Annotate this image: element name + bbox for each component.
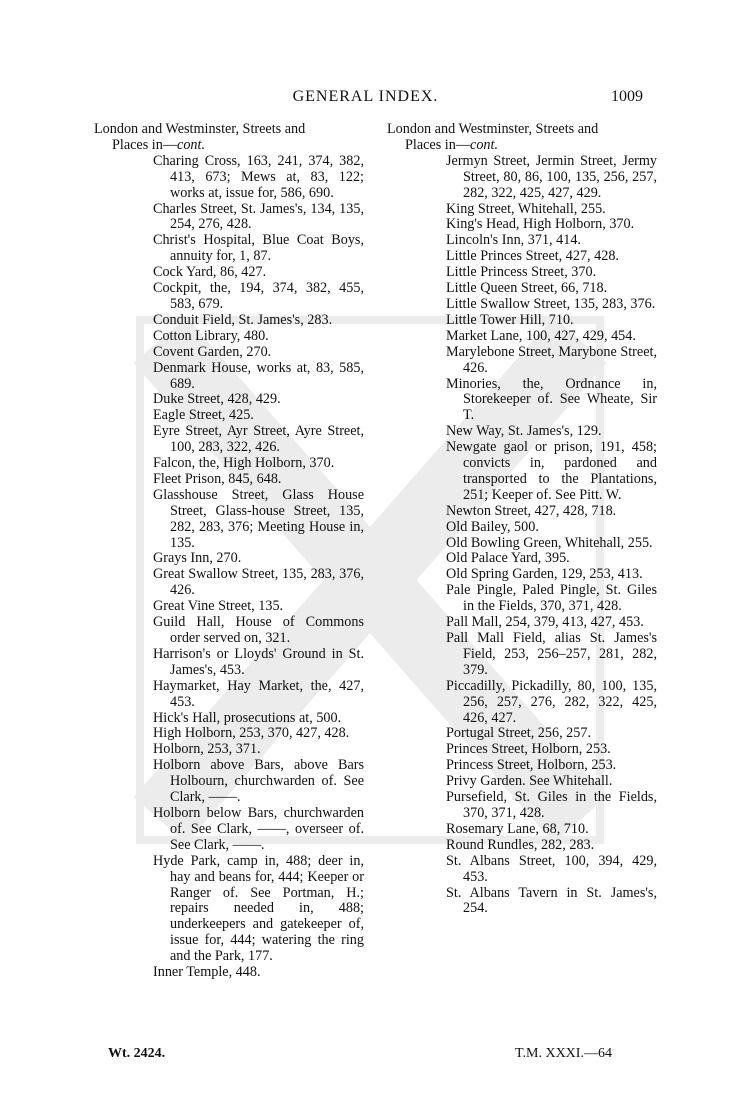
index-heading [94,122,364,154]
index-entry: Old Spring Garden, 129, 253, 413. [446,566,643,583]
index-entry: Round Rundles, 282, 283. [446,836,595,853]
index-entry: Hick's Hall, prosecutions at, 500. [153,709,342,726]
index-entry: Holborn, 253, 371. [153,741,261,758]
footer-signature-mark: T.M. XXXI.—64 [515,1046,612,1061]
index-entry: St. Albans Street, 100, 394, 429, 453. [446,852,657,885]
index-entry: Cotton Library, 480. [153,327,269,344]
index-entry: Old Palace Yard, 395. [446,550,570,567]
left-index-column [94,122,364,981]
index-entry: Cockpit, the, 194, 374, 382, 455, 583, 679. [153,280,364,312]
index-entry: Glasshouse Street, Glass House Street, Glass-house Street, 135, 282, 283, 376; Meeting House in, 135. [153,486,364,551]
index-entry: Newgate gaol or prison, 191, 458; convicts in, pardoned and transported to the Plantations, 251; Keeper of. See Pitt. W. [446,439,657,503]
index-entry: Pall Mall, 254, 379, 413, 427, 453. [446,614,644,631]
index-entry: Little Queen Street, 66, 718. [446,280,608,297]
heading-line-1: London and Westminster, Streets and [387,121,599,137]
index-entry: Inner Temple, 448. [153,964,261,981]
heading-line-2: Places in— [112,136,178,153]
index-entry: Guild Hall, House of Commons order served on, 321. [153,614,364,646]
index-entry: King Street, Whitehall, 255. [446,200,606,217]
index-entry: High Holborn, 253, 370, 427, 428. [153,725,350,742]
index-entry: Cock Yard, 86, 427. [153,264,267,281]
heading-line-1: London and Westminster, Streets and [94,121,306,137]
index-entry: Little Tower Hill, 710. [446,311,574,328]
index-entry: Privy Garden. See Whitehall. [446,773,613,790]
index-entry: Portugal Street, 256, 257. [446,725,592,742]
right-index-column [387,122,657,917]
index-entry: Old Bowling Green, Whitehall, 255. [446,534,653,551]
index-entry: Pall Mall Field, alias St. James's Field, 253, 256–257, 281, 282, 379. [446,630,657,678]
index-entry: Great Swallow Street, 135, 283, 376, 426. [153,566,364,599]
index-entry: Rosemary Lane, 68, 710. [446,820,589,837]
heading-line-2: Places in— [405,136,471,153]
index-entry: Holborn above Bars, above Bars Holbourn, churchwarden of. See Clark, ——. [153,757,364,806]
index-entry: Eagle Street, 425. [153,407,254,424]
index-heading [387,122,657,154]
index-entry: Fleet Prison, 845, 648. [153,470,282,487]
index-entry: Duke Street, 428, 429. [153,391,281,408]
index-entry: New Way, St. James's, 129. [446,423,602,440]
index-entry: Covent Garden, 270. [153,343,272,360]
index-entry: Little Princes Street, 427, 428. [446,248,619,265]
index-entry: Old Bailey, 500. [446,518,539,535]
index-entry: Falcon, the, High Holborn, 370. [153,455,335,472]
index-entry: Harrison's or Lloyds' Ground in St. James's, 453. [153,645,364,678]
index-entry: Pale Pingle, Paled Pingle, St. Giles in the Fields, 370, 371, 428. [446,582,657,615]
index-entry: Little Princess Street, 370. [446,264,597,281]
index-entry: Minories, the, Ordnance in, Storekeeper of. See Wheate, Sir T. [446,375,657,424]
index-entry: St. Albans Tavern in St. James's, 254. [446,884,657,917]
index-entry: Hyde Park, camp in, 488; deer in, hay and beans for, 444; Keeper or Ranger of. See Portman, H.; repairs needed in, 488; underkeepers and gatekeeper of, issue for, 444; watering the ring and the Park, 177. [153,852,364,965]
index-entry: Jermyn Street, Jermin Street, Jermy Street, 80, 86, 100, 135, 256, 257, 282, 322, 425, 427, 429. [446,152,657,201]
index-entry: Denmark House, works at, 83, 585, 689. [153,359,364,392]
index-entry: Pursefield, St. Giles in the Fields, 370, 371, 428. [446,789,657,821]
index-entry: Great Vine Street, 135. [153,598,284,615]
footer-print-code: Wt. 2424. [108,1046,166,1061]
index-entry: Market Lane, 100, 427, 429, 454. [446,327,636,344]
index-entry: Grays Inn, 270. [153,550,242,567]
index-entry: Princes Street, Holborn, 253. [446,741,611,758]
index-entry: Conduit Field, St. James's, 283. [153,311,333,328]
index-entry: Little Swallow Street, 135, 283, 376. [446,295,656,312]
index-entry: Princess Street, Holborn, 253. [446,757,617,774]
index-entry: Charles Street, St. James's, 134, 135, 254, 276, 428. [153,200,364,233]
page-title: GENERAL INDEX. [292,88,439,105]
index-entry: King's Head, High Holborn, 370. [446,216,635,233]
index-entry: Christ's Hospital, Blue Coat Boys, annuity for, 1, 87. [153,232,364,265]
index-entry: Holborn below Bars, churchwarden of. See Clark, ——, overseer of. See Clark, ——. [153,804,364,853]
index-entry: Charing Cross, 163, 241, 374, 382, 413, 673; Mews at, 83, 122; works at, issue for, 586, 690. [153,152,364,201]
index-entry: Lincoln's Inn, 371, 414. [446,232,581,249]
index-entry: Eyre Street, Ayr Street, Ayre Street, 100, 283, 322, 426. [153,423,364,456]
index-entry: Newton Street, 427, 428, 718. [446,502,617,519]
index-entry: Haymarket, Hay Market, the, 427, 453. [153,677,364,710]
heading-cont: cont. [470,136,498,153]
index-entry: Piccadilly, Pickadilly, 80, 100, 135, 256, 257, 276, 282, 322, 425, 426, 427. [446,677,657,726]
heading-cont: cont. [177,136,205,153]
page-number: 1009 [611,88,643,105]
index-entry: Marylebone Street, Marybone Street, 426. [446,343,657,376]
